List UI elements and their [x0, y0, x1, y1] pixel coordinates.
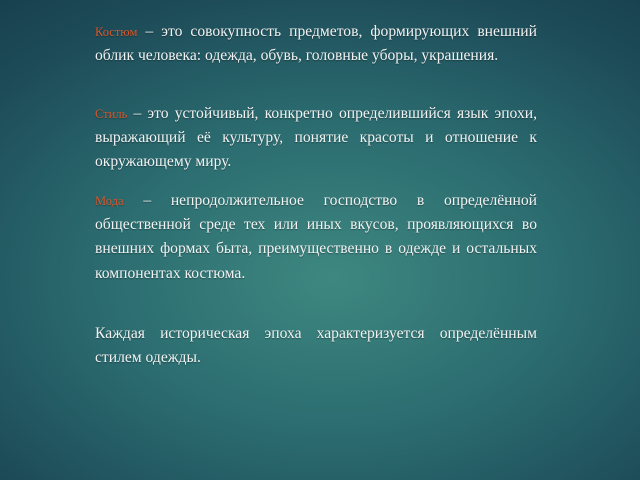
definition-style-text: – это устойчивый, конкретно определившийся язык эпохи, выражающий её культуру, понятие красоты и отношение к окружающему миру. — [95, 105, 537, 171]
definition-style — [95, 102, 537, 175]
definition-costume-text: – это совокупность предметов, формирующих внешний облик человека: одежда, обувь, головные уборы, украшения. — [95, 23, 537, 65]
term-style: Стиль — [95, 107, 128, 121]
definition-costume — [95, 20, 537, 68]
definition-fashion-text: – непродолжительное господство в определённой общественной среде тех или иных вкусов, проявляющихся во внешних формах быта, преимущественно в одежде и остальных компонентах костюма. — [95, 192, 537, 282]
conclusion-paragraph: Каждая историческая эпоха характеризуется определённым стилем одежды. — [95, 325, 537, 367]
definition-fashion — [95, 189, 537, 286]
term-fashion: Мода — [95, 194, 124, 208]
term-costume: Костюм — [95, 25, 138, 39]
